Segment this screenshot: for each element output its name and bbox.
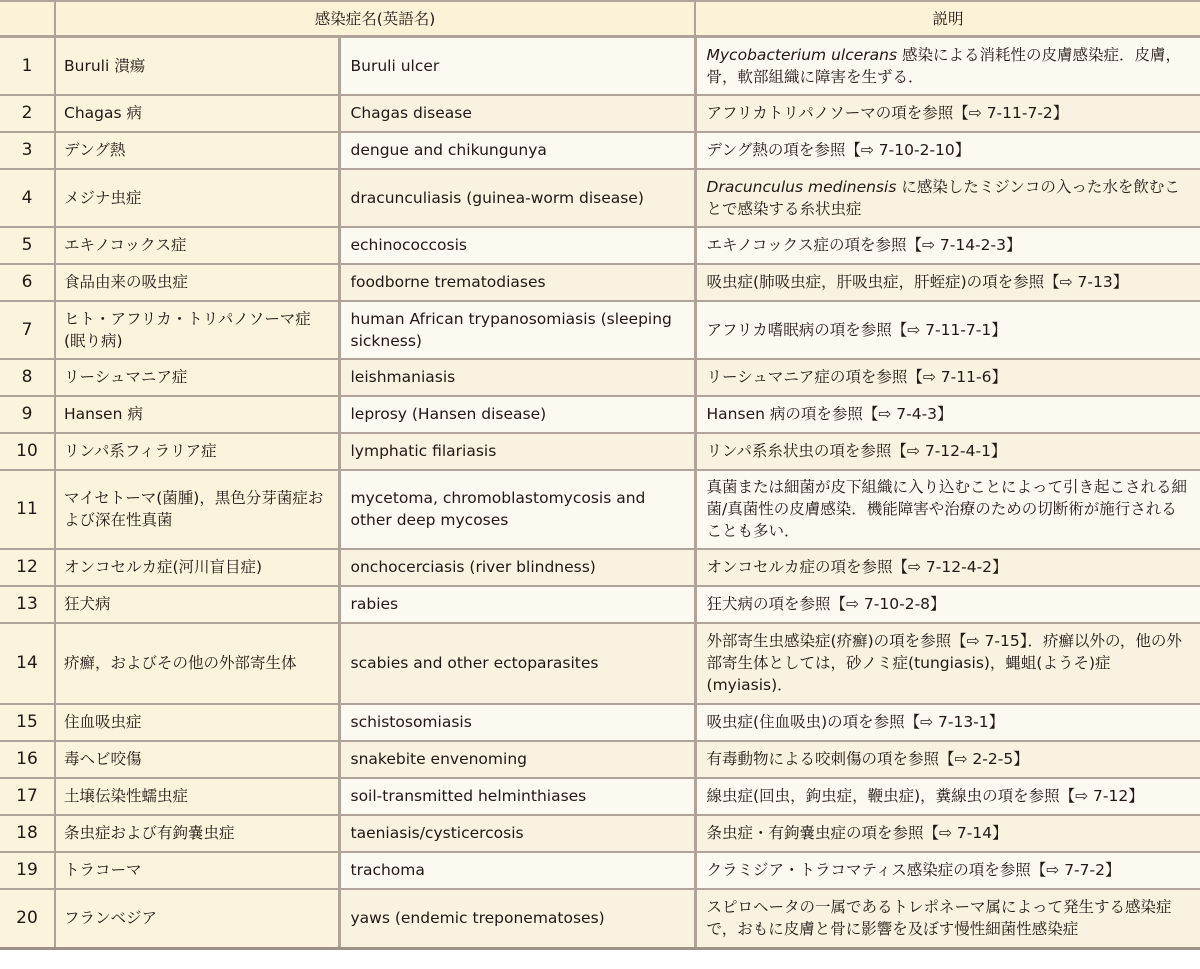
disease-description xyxy=(695,301,1200,359)
table-row xyxy=(0,549,1200,586)
row-number: 7 xyxy=(0,301,55,359)
row-number: 12 xyxy=(0,549,55,586)
disease-name-japanese: デング熱 xyxy=(55,132,339,169)
disease-name-english: rabies xyxy=(339,586,695,623)
table-body xyxy=(0,37,1200,949)
row-number: 8 xyxy=(0,359,55,396)
disease-name-english: Chagas disease xyxy=(339,95,695,132)
disease-name-japanese: メジナ虫症 xyxy=(55,169,339,227)
disease-name-english: taeniasis/cysticercosis xyxy=(339,815,695,852)
disease-description xyxy=(695,433,1200,470)
description-text: オンコセルカ症の項を参照【⇨ 7-12-4-2】 xyxy=(706,558,1008,576)
description-text: 真菌または細菌が皮下組織に入り込むことによって引き起こされる細菌/真菌性の皮膚感染．機能障害や治療のための切断術が施行されることも多い． xyxy=(706,478,1188,540)
disease-name-english: leprosy (Hansen disease) xyxy=(339,396,695,433)
header-disease-name: 感染症名(英語名) xyxy=(55,1,695,37)
row-number: 16 xyxy=(0,741,55,778)
description-text: 外部寄生虫感染症(疥癬)の項を参照【⇨ 7-15】．疥癬以外の，他の外部寄生体としては，砂ノミ症(tungiasis)，蝿蛆(ようそ)症(myiasis)． xyxy=(706,632,1182,694)
row-number: 18 xyxy=(0,815,55,852)
table-row xyxy=(0,264,1200,301)
table-row xyxy=(0,433,1200,470)
description-text: リンパ系糸状虫の項を参照【⇨ 7-12-4-1】 xyxy=(706,442,1007,460)
disease-name-japanese: リーシュマニア症 xyxy=(55,359,339,396)
disease-name-japanese: 疥癬，およびその他の外部寄生体 xyxy=(55,623,339,704)
disease-name-english: schistosomiasis xyxy=(339,704,695,741)
description-text: 感染による消耗性の皮膚感染症．皮膚，骨，軟部組織に障害を生ずる． xyxy=(706,45,1181,86)
disease-name-english: trachoma xyxy=(339,852,695,889)
disease-name-japanese: Buruli 潰瘍 xyxy=(55,37,339,95)
disease-name-japanese: オンコセルカ症(河川盲目症) xyxy=(55,549,339,586)
description-text: アフリカ嗜眠病の項を参照【⇨ 7-11-7-1】 xyxy=(706,320,1007,339)
disease-description xyxy=(695,95,1200,132)
header-number xyxy=(0,1,55,37)
table-row xyxy=(0,359,1200,396)
description-text: スピロヘータの一属であるトレポネーマ属によって発生する感染症で，おもに皮膚と骨に影響を及ぼす慢性細菌性感染症 xyxy=(706,898,1172,939)
disease-description xyxy=(695,37,1200,95)
disease-name-japanese: 住血吸虫症 xyxy=(55,704,339,741)
disease-description xyxy=(695,396,1200,433)
disease-name-japanese: トラコーマ xyxy=(55,852,339,889)
disease-name-japanese: リンパ系フィラリア症 xyxy=(55,433,339,470)
row-number: 6 xyxy=(0,264,55,301)
disease-description xyxy=(695,815,1200,852)
description-text: に感染したミジンコの入った水を飲むことで感染する糸状虫症 xyxy=(706,177,1180,218)
disease-name-japanese: 条虫症および有鉤嚢虫症 xyxy=(55,815,339,852)
disease-name-english: dengue and chikungunya xyxy=(339,132,695,169)
row-number: 3 xyxy=(0,132,55,169)
table-row xyxy=(0,470,1200,549)
table-row xyxy=(0,396,1200,433)
disease-name-japanese: フランベジア xyxy=(55,889,339,949)
disease-description xyxy=(695,359,1200,396)
row-number: 14 xyxy=(0,623,55,704)
table-row xyxy=(0,778,1200,815)
disease-name-english: human African trypanosomiasis (sleeping sickness) xyxy=(339,301,695,359)
disease-name-english: soil-transmitted helminthiases xyxy=(339,778,695,815)
table-row xyxy=(0,37,1200,95)
row-number: 17 xyxy=(0,778,55,815)
disease-description xyxy=(695,132,1200,169)
disease-name-english: mycetoma, chromoblastomycosis and other deep mycoses xyxy=(339,470,695,549)
disease-description xyxy=(695,889,1200,949)
description-text: 条虫症・有鉤嚢虫症の項を参照【⇨ 7-14】 xyxy=(706,824,1008,842)
disease-description xyxy=(695,778,1200,815)
description-text: エキノコックス症の項を参照【⇨ 7-14-2-3】 xyxy=(706,236,1022,254)
description-text: リーシュマニア症の項を参照【⇨ 7-11-6】 xyxy=(706,368,1007,386)
table-row xyxy=(0,704,1200,741)
disease-description xyxy=(695,852,1200,889)
disease-description xyxy=(695,470,1200,549)
disease-name-english: scabies and other ectoparasites xyxy=(339,623,695,704)
disease-name-english: foodborne trematodiases xyxy=(339,264,695,301)
disease-name-english: Buruli ulcer xyxy=(339,37,695,95)
disease-name-english: onchocerciasis (river blindness) xyxy=(339,549,695,586)
table-row xyxy=(0,227,1200,264)
disease-name-japanese: Chagas 病 xyxy=(55,95,339,132)
table-row xyxy=(0,301,1200,359)
row-number: 4 xyxy=(0,169,55,227)
table-row xyxy=(0,169,1200,227)
table-row xyxy=(0,889,1200,949)
disease-name-japanese: 毒ヘビ咬傷 xyxy=(55,741,339,778)
description-text: 有毒動物による咬刺傷の項を参照【⇨ 2-2-5】 xyxy=(706,750,1029,768)
disease-name-japanese: ヒト・アフリカ・トリパノソーマ症(眠り病) xyxy=(55,301,339,359)
scientific-name: Mycobacterium ulcerans xyxy=(706,45,898,64)
description-text: クラミジア・トラコマティス感染症の項を参照【⇨ 7-7-2】 xyxy=(706,861,1121,879)
description-text: 狂犬病の項を参照【⇨ 7-10-2-8】 xyxy=(706,595,946,613)
disease-description xyxy=(695,169,1200,227)
table-row xyxy=(0,741,1200,778)
row-number: 5 xyxy=(0,227,55,264)
disease-name-japanese: Hansen 病 xyxy=(55,396,339,433)
description-text: アフリカトリパノソーマの項を参照【⇨ 7-11-7-2】 xyxy=(706,104,1069,122)
scientific-name: Dracunculus medinensis xyxy=(706,177,897,196)
disease-description xyxy=(695,741,1200,778)
description-text: 線虫症(回虫，鉤虫症，鞭虫症)，糞線虫の項を参照【⇨ 7-12】 xyxy=(706,787,1144,805)
disease-description xyxy=(695,549,1200,586)
row-number: 1 xyxy=(0,37,55,95)
disease-description xyxy=(695,586,1200,623)
description-text: Hansen 病の項を参照【⇨ 7-4-3】 xyxy=(706,405,953,423)
disease-name-english: dracunculiasis (guinea-worm disease) xyxy=(339,169,695,227)
disease-name-english: leishmaniasis xyxy=(339,359,695,396)
table-row xyxy=(0,815,1200,852)
table-row xyxy=(0,132,1200,169)
table-row xyxy=(0,623,1200,704)
disease-name-english: echinococcosis xyxy=(339,227,695,264)
disease-name-english: lymphatic filariasis xyxy=(339,433,695,470)
row-number: 2 xyxy=(0,95,55,132)
disease-name-japanese: 土壌伝染性蠕虫症 xyxy=(55,778,339,815)
disease-name-japanese: マイセトーマ(菌腫)，黒色分芽菌症および深在性真菌 xyxy=(55,470,339,549)
disease-name-japanese: 食品由来の吸虫症 xyxy=(55,264,339,301)
table-row xyxy=(0,852,1200,889)
table-row xyxy=(0,95,1200,132)
disease-name-english: snakebite envenoming xyxy=(339,741,695,778)
description-text: 吸虫症(肺吸虫症，肝吸虫症，肝蛭症)の項を参照【⇨ 7-13】 xyxy=(706,273,1129,291)
disease-name-english: yaws (endemic treponematoses) xyxy=(339,889,695,949)
disease-name-japanese: エキノコックス症 xyxy=(55,227,339,264)
disease-description xyxy=(695,623,1200,704)
row-number: 10 xyxy=(0,433,55,470)
description-text: デング熱の項を参照【⇨ 7-10-2-10】 xyxy=(706,141,971,159)
description-text: 吸虫症(住血吸虫)の項を参照【⇨ 7-13-1】 xyxy=(706,713,1005,731)
table-header-row xyxy=(0,1,1200,37)
row-number: 15 xyxy=(0,704,55,741)
disease-description xyxy=(695,227,1200,264)
disease-name-japanese: 狂犬病 xyxy=(55,586,339,623)
row-number: 19 xyxy=(0,852,55,889)
row-number: 11 xyxy=(0,470,55,549)
disease-description xyxy=(695,704,1200,741)
row-number: 13 xyxy=(0,586,55,623)
disease-description xyxy=(695,264,1200,301)
table-row xyxy=(0,586,1200,623)
row-number: 20 xyxy=(0,889,55,949)
row-number: 9 xyxy=(0,396,55,433)
header-description: 説明 xyxy=(695,1,1200,37)
